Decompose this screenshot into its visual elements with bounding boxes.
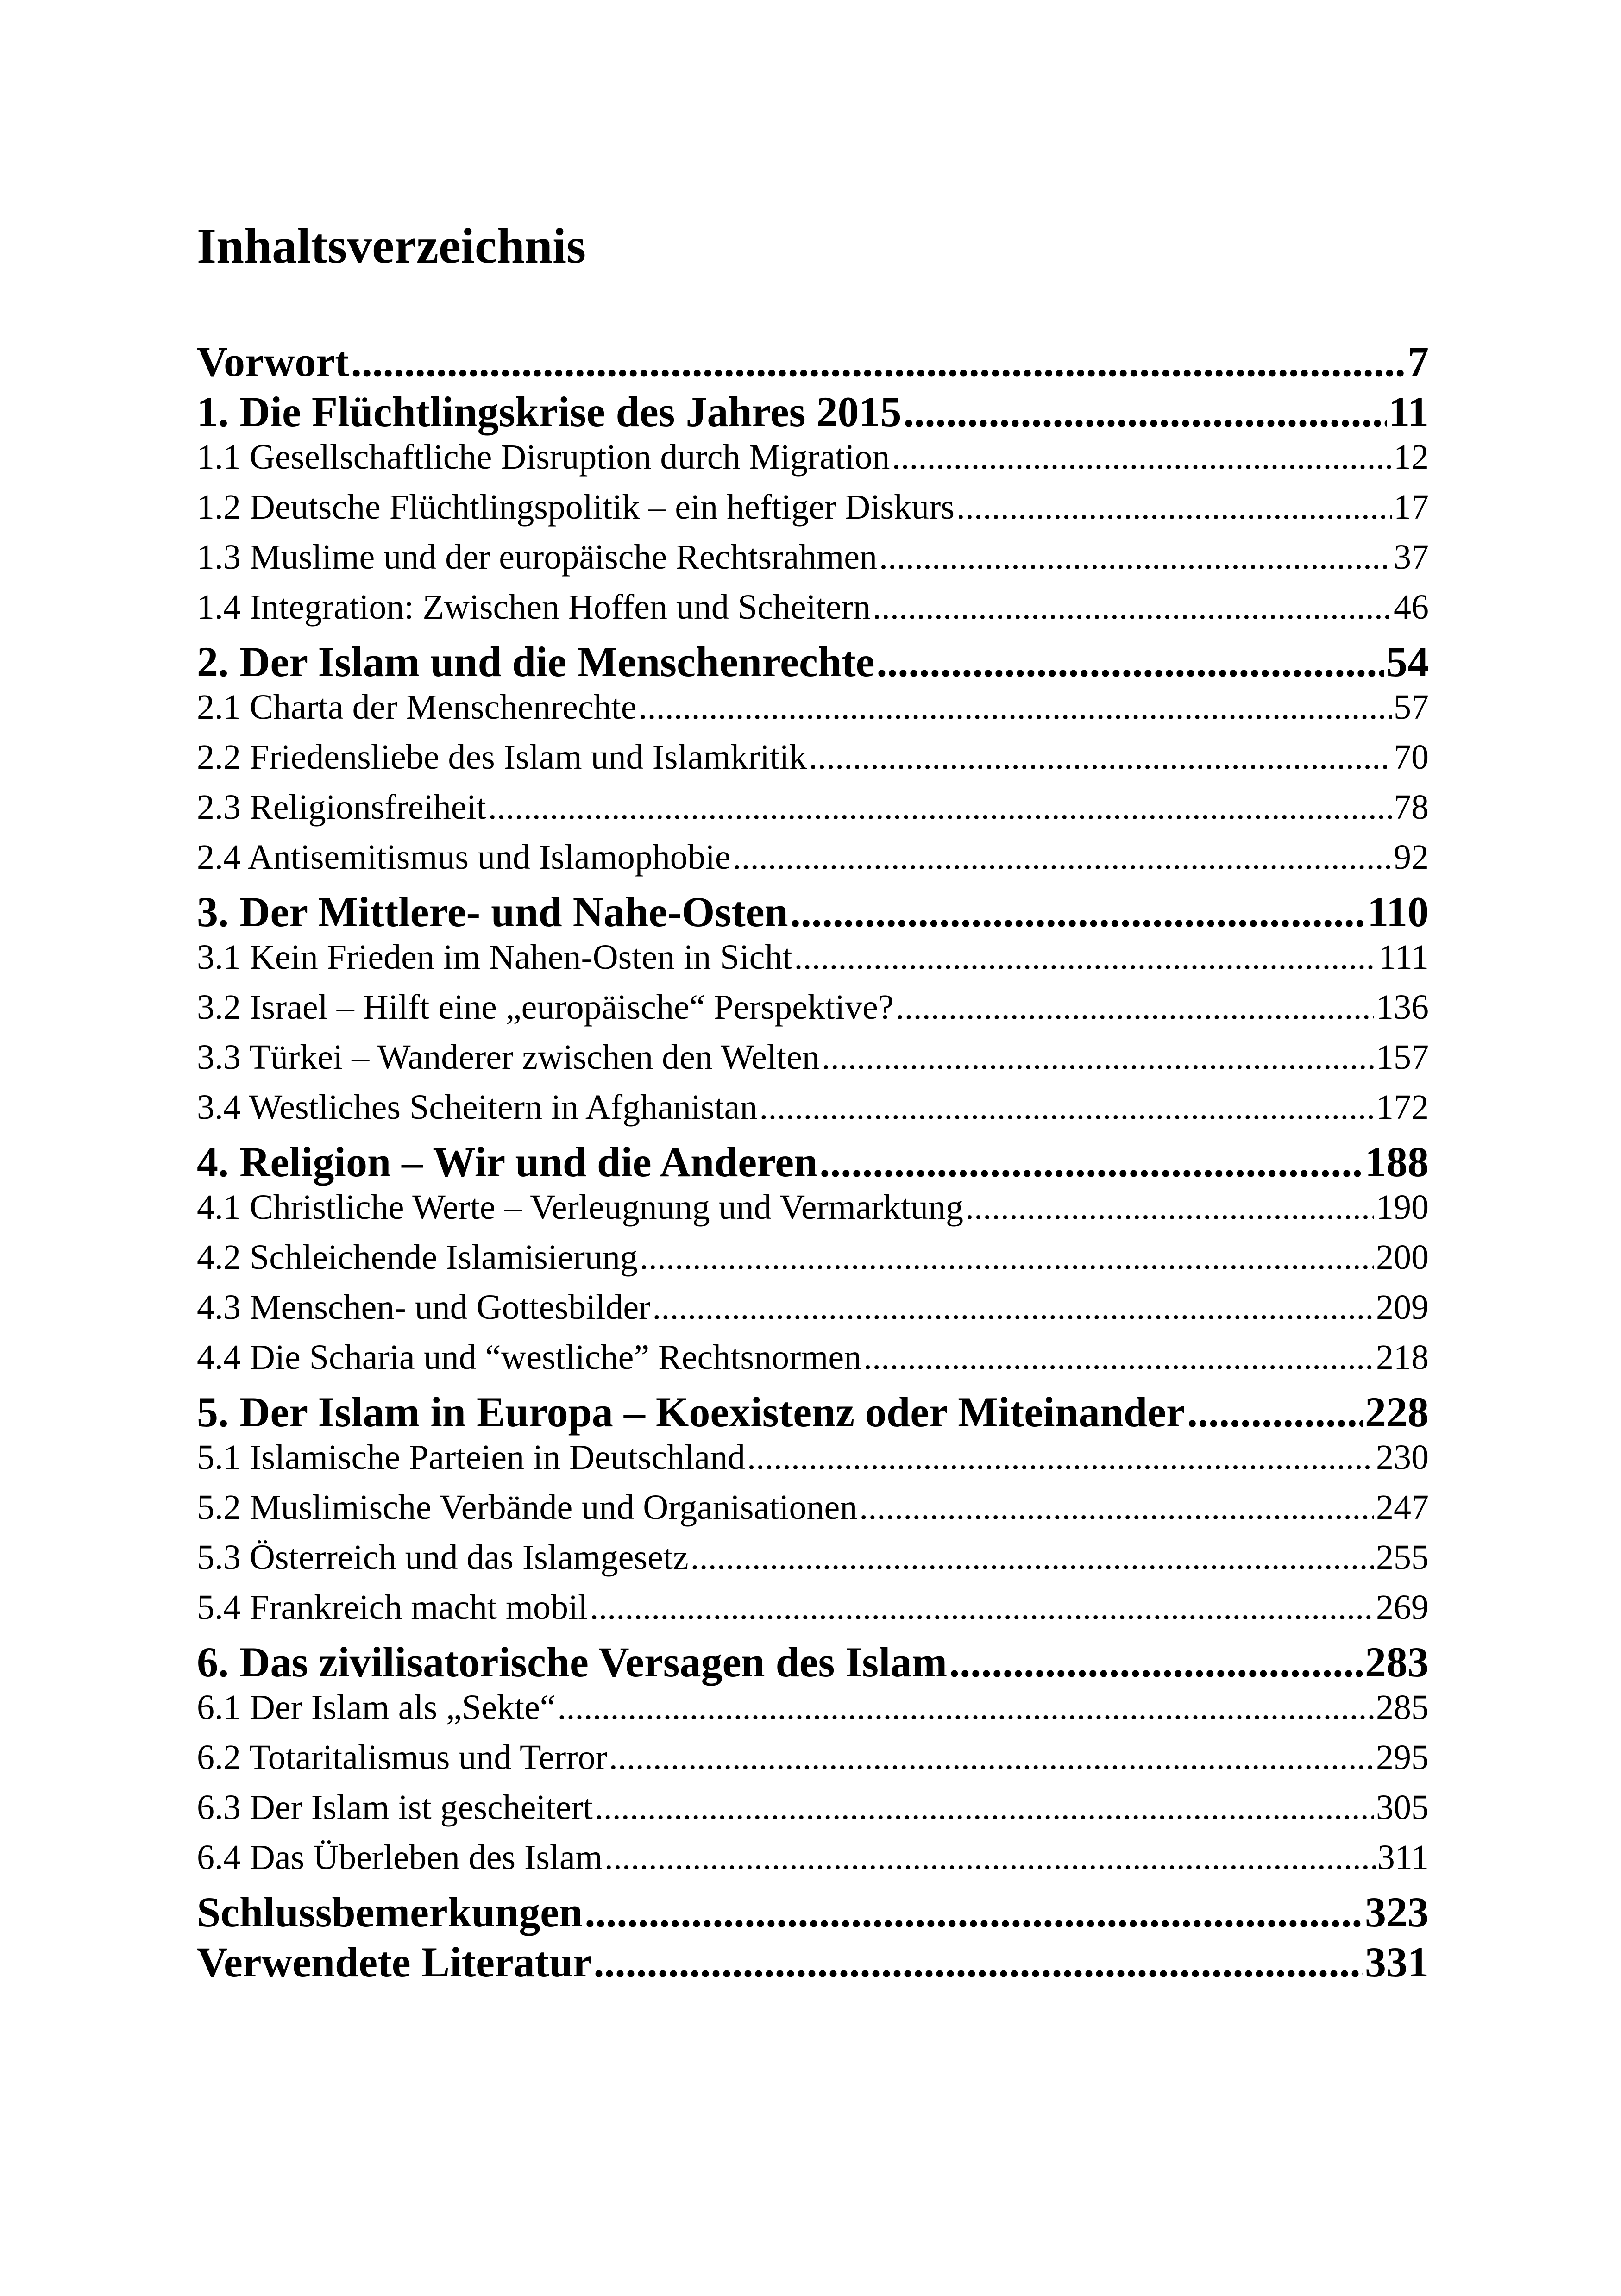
toc-dot-leader	[1187, 1387, 1363, 1437]
toc-dot-leader	[652, 1287, 1374, 1328]
toc-page-number: 7	[1407, 338, 1429, 385]
toc-dot-leader	[488, 787, 1392, 828]
toc-entry-label: 3.1 Kein Frieden im Nahen-Osten in Sicht	[197, 938, 792, 977]
toc-page-number: 190	[1376, 1188, 1429, 1227]
toc-page-number: 230	[1376, 1438, 1429, 1477]
toc-page-number: 157	[1376, 1038, 1429, 1077]
toc-entry-label: 5.3 Österreich und das Islamgesetz	[197, 1538, 689, 1577]
toc-dot-leader	[747, 1437, 1374, 1478]
toc-title: Inhaltsverzeichnis	[197, 219, 586, 274]
toc-page-number: 70	[1394, 738, 1429, 777]
toc-section-entry	[197, 1537, 1429, 1587]
toc-entry-label: 4.4 Die Scharia und “westliche” Rechtsnormen	[197, 1338, 862, 1377]
toc-entry-label: 1. Die Flüchtlingskrise des Jahres 2015	[197, 388, 902, 435]
toc-chapter-entry	[197, 887, 1429, 937]
toc-entry-label: 5.1 Islamische Parteien in Deutschland	[197, 1438, 746, 1477]
toc-section-entry	[197, 587, 1429, 637]
toc-entry-label: 1.1 Gesellschaftliche Disruption durch Migration	[197, 438, 890, 477]
toc-entry-label: 1.3 Muslime und der europäische Rechtsrahmen	[197, 538, 877, 577]
toc-section-entry	[197, 987, 1429, 1037]
toc-section-entry	[197, 1087, 1429, 1137]
toc-dot-leader	[876, 637, 1384, 686]
toc-section-entry	[197, 537, 1429, 587]
toc-dot-leader	[863, 1337, 1374, 1378]
toc-entry-label: 1.4 Integration: Zwischen Hoffen und Scheitern	[197, 588, 871, 627]
toc-section-entry	[197, 937, 1429, 987]
toc-entry-label: 5.2 Muslimische Verbände und Organisationen	[197, 1488, 858, 1527]
toc-dot-leader	[609, 1738, 1374, 1778]
toc-page-number: 172	[1376, 1088, 1429, 1127]
toc-section-entry	[197, 787, 1429, 837]
toc-page-number: 331	[1365, 1938, 1429, 1986]
toc-dot-leader	[809, 737, 1392, 778]
toc-chapter-entry	[197, 1137, 1429, 1187]
toc-page-number: 46	[1394, 588, 1429, 627]
toc-chapter-entry	[197, 387, 1429, 437]
toc-entry-label: Verwendete Literatur	[197, 1938, 592, 1986]
toc-dot-leader	[949, 1637, 1363, 1687]
toc-entry-label: 6. Das zivilisatorische Versagen des Islam	[197, 1638, 948, 1686]
toc-dot-leader	[892, 437, 1392, 477]
toc-page-number: 110	[1367, 888, 1429, 935]
toc-entry-label: 3.4 Westliches Scheitern in Afghanistan	[197, 1088, 758, 1127]
toc-entry-label: 2. Der Islam und die Menschenrechte	[197, 638, 875, 685]
toc-page-number: 12	[1394, 438, 1429, 477]
toc-page-number: 269	[1376, 1588, 1429, 1627]
toc-section-entry	[197, 1487, 1429, 1537]
toc-dot-leader	[790, 887, 1365, 936]
toc-page-number: 111	[1378, 938, 1429, 977]
toc-chapter-entry	[197, 1888, 1429, 1938]
toc-page-number: 188	[1365, 1138, 1429, 1186]
toc-dot-leader	[640, 1237, 1374, 1278]
toc-section-entry	[197, 437, 1429, 487]
toc-entry-label: 6.2 Totaritalismus und Terror	[197, 1738, 607, 1777]
toc-page-number: 200	[1376, 1238, 1429, 1277]
toc-dot-leader	[604, 1838, 1376, 1878]
toc-entry-label: 3. Der Mittlere- und Nahe-Osten	[197, 888, 788, 935]
toc-dot-leader	[639, 687, 1392, 728]
toc-page-number: 305	[1376, 1788, 1429, 1827]
toc-dot-leader	[859, 1487, 1374, 1528]
toc-page-number: 17	[1394, 488, 1429, 527]
toc-list	[197, 337, 1429, 1988]
toc-dot-leader	[896, 987, 1374, 1028]
toc-dot-leader	[733, 837, 1392, 878]
toc-section-entry	[197, 1287, 1429, 1337]
toc-page-number: 54	[1386, 638, 1429, 685]
toc-section-entry	[197, 1788, 1429, 1838]
toc-page-number: 255	[1376, 1538, 1429, 1577]
toc-dot-leader	[794, 937, 1376, 978]
toc-chapter-entry	[197, 1637, 1429, 1687]
toc-dot-leader	[822, 1037, 1374, 1078]
toc-page-number: 323	[1365, 1888, 1429, 1936]
toc-chapter-entry	[197, 1938, 1429, 1988]
toc-page-number: 218	[1376, 1338, 1429, 1377]
toc-page-number: 136	[1376, 988, 1429, 1027]
toc-entry-label: 5. Der Islam in Europa – Koexistenz oder Miteinander	[197, 1388, 1185, 1436]
toc-page-number: 247	[1376, 1488, 1429, 1527]
toc-section-entry	[197, 1337, 1429, 1387]
toc-section-entry	[197, 1437, 1429, 1487]
toc-dot-leader	[819, 1137, 1363, 1186]
toc-entry-label: 6.3 Der Islam ist gescheitert	[197, 1788, 593, 1827]
toc-section-entry	[197, 1838, 1429, 1888]
toc-section-entry	[197, 1687, 1429, 1738]
toc-page-number: 209	[1376, 1288, 1429, 1327]
toc-page-number: 311	[1377, 1838, 1429, 1877]
toc-entry-label: 1.2 Deutsche Flüchtlingspolitik – ein heftiger Diskurs	[197, 488, 955, 527]
toc-chapter-entry	[197, 1387, 1429, 1437]
toc-entry-label: 4. Religion – Wir und die Anderen	[197, 1138, 818, 1186]
toc-entry-label: 4.2 Schleichende Islamisierung	[197, 1238, 638, 1277]
toc-page-number: 78	[1394, 788, 1429, 827]
toc-entry-label: 2.2 Friedensliebe des Islam und Islamkritik	[197, 738, 807, 777]
toc-section-entry	[197, 1738, 1429, 1788]
toc-entry-label: 4.3 Menschen- und Gottesbilder	[197, 1288, 651, 1327]
toc-entry-label: 4.1 Christliche Werte – Verleugnung und Vermarktung	[197, 1188, 964, 1227]
toc-dot-leader	[595, 1788, 1374, 1828]
toc-entry-label: 2.1 Charta der Menschenrechte	[197, 688, 637, 727]
toc-page-number: 285	[1376, 1688, 1429, 1727]
toc-dot-leader	[691, 1537, 1374, 1578]
toc-entry-label: 3.3 Türkei – Wanderer zwischen den Welten	[197, 1038, 820, 1077]
toc-entry-label: Schlussbemerkungen	[197, 1888, 583, 1936]
toc-page-number: 228	[1365, 1388, 1429, 1436]
toc-dot-leader	[590, 1587, 1374, 1628]
toc-dot-leader	[351, 337, 1406, 386]
toc-dot-leader	[873, 587, 1392, 627]
toc-section-entry	[197, 837, 1429, 887]
toc-entry-label: Vorwort	[197, 338, 349, 385]
toc-dot-leader	[593, 1938, 1363, 1987]
toc-page-number: 283	[1365, 1638, 1429, 1686]
toc-section-entry	[197, 1187, 1429, 1237]
toc-page-number: 57	[1394, 688, 1429, 727]
toc-dot-leader	[956, 487, 1392, 527]
toc-entry-label: 3.2 Israel – Hilft eine „europäische“ Perspektive?	[197, 988, 894, 1027]
toc-entry-label: 2.3 Religionsfreiheit	[197, 788, 486, 827]
toc-page-number: 11	[1389, 388, 1429, 435]
toc-section-entry	[197, 687, 1429, 737]
toc-dot-leader	[879, 537, 1392, 577]
toc-entry-label: 5.4 Frankreich macht mobil	[197, 1588, 588, 1627]
toc-section-entry	[197, 487, 1429, 537]
toc-chapter-entry	[197, 637, 1429, 687]
toc-chapter-entry	[197, 337, 1429, 387]
toc-entry-label: 6.1 Der Islam als „Sekte“	[197, 1688, 556, 1727]
toc-section-entry	[197, 1237, 1429, 1287]
toc-page-number: 295	[1376, 1738, 1429, 1777]
toc-section-entry	[197, 1587, 1429, 1637]
toc-entry-label: 6.4 Das Überleben des Islam	[197, 1838, 603, 1877]
toc-section-entry	[197, 1037, 1429, 1087]
toc-page-number: 37	[1394, 538, 1429, 577]
toc-dot-leader	[759, 1087, 1374, 1128]
toc-page-number: 92	[1394, 838, 1429, 877]
toc-dot-leader	[965, 1187, 1374, 1228]
toc-entry-label: 2.4 Antisemitismus und Islamophobie	[197, 838, 731, 877]
toc-dot-leader	[558, 1687, 1374, 1728]
toc-section-entry	[197, 737, 1429, 787]
toc-dot-leader	[584, 1888, 1363, 1937]
toc-dot-leader	[903, 387, 1387, 436]
